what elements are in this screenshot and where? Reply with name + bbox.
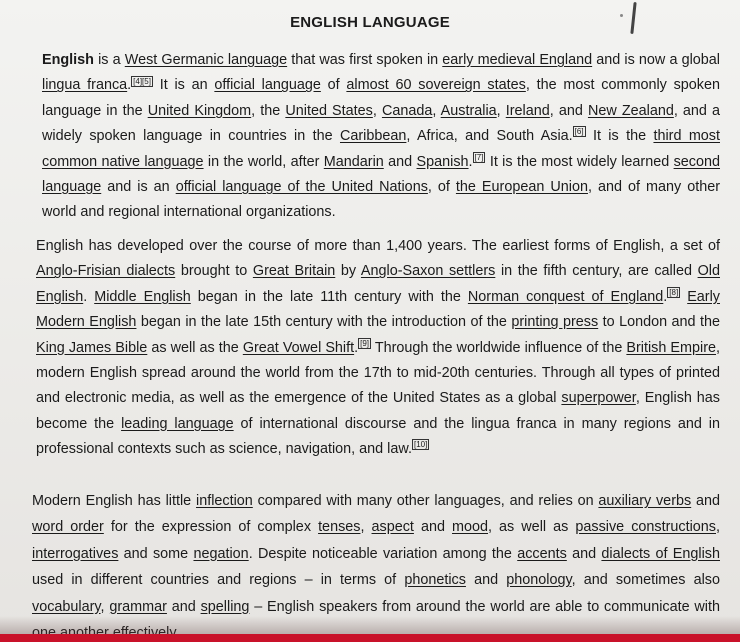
text-link[interactable]: early medieval England (442, 52, 593, 68)
text-run: compared with many other languages, and relies on (252, 493, 599, 509)
text-link[interactable]: almost 60 sovereign states (346, 77, 526, 94)
text-link[interactable]: second language (42, 153, 720, 196)
text-link[interactable]: Mandarin (323, 153, 384, 170)
text-run: Through the worldwide influence of the (371, 339, 627, 356)
text-run: , (716, 519, 720, 536)
text-link[interactable]: mood (452, 519, 489, 536)
text-link[interactable]: New Zealand (587, 102, 674, 119)
text-run: and some (118, 545, 194, 562)
citation-ref[interactable]: [10] (413, 440, 428, 450)
text-run: , (496, 102, 506, 119)
citation-ref[interactable]: [8] (669, 288, 679, 298)
text-run: , (372, 102, 382, 119)
text-run: , the (251, 102, 286, 119)
text-run: . (663, 288, 668, 305)
text-run: that was first spoken in (287, 52, 443, 68)
text-run: and (691, 493, 720, 509)
text-link[interactable]: the European Union (455, 179, 588, 196)
text-run: , and of many other world and regional international organizations. (42, 179, 721, 221)
text-run: , and (549, 102, 588, 119)
text-run: , Africa, and South Asia. (406, 128, 573, 145)
text-run: , as well as (488, 519, 576, 536)
text-run: began in the late 15th century with the introduction of the (136, 314, 512, 331)
text-link[interactable]: Canada (381, 102, 433, 119)
text-run: , modern English spread around the world from the 17th to mid-20th centuries. Through all types of printed and electronic media, as well as the emergence of the United States as a global (36, 339, 721, 407)
text-link[interactable]: lingua franca (42, 77, 128, 94)
text-link[interactable]: Anglo-Saxon settlers (360, 263, 496, 280)
text-link[interactable]: vocabulary (32, 598, 101, 615)
text-run: and (383, 153, 417, 170)
text-link[interactable]: official language of the United Nations (175, 179, 428, 196)
text-run: and (566, 545, 602, 562)
text-link[interactable]: phonetics (404, 572, 466, 589)
text-run: and (413, 519, 453, 536)
text-link[interactable]: negation (193, 545, 249, 562)
text-run: – English speakers from around the world are able to communicate with (254, 598, 721, 615)
text-link[interactable]: printing press (511, 314, 599, 331)
page-title: ENGLISH LANGUAGE (290, 14, 450, 31)
text-link[interactable]: word order (32, 519, 104, 536)
text-link[interactable]: phonology (506, 572, 572, 589)
text-run: in the world, after (203, 153, 324, 170)
citation-ref[interactable]: [7] (474, 152, 484, 162)
text-link[interactable]: accents (517, 545, 567, 562)
text-link[interactable]: aspect (371, 519, 414, 536)
text-run: is a (93, 52, 125, 68)
text-link[interactable]: Old English (36, 263, 720, 305)
text-run: of (320, 77, 347, 94)
text-link[interactable]: British Empire (626, 339, 717, 356)
text-run: It is the (585, 128, 654, 145)
text-link[interactable]: Norman conquest of England (467, 288, 664, 305)
text-run: . (468, 153, 473, 170)
text-run: and (166, 598, 201, 615)
text-run: , (100, 598, 110, 615)
paragraph-2 (36, 234, 720, 463)
text-link[interactable]: superpower (561, 390, 636, 407)
text-run: , of (427, 179, 456, 196)
text-link[interactable]: Australia (440, 102, 497, 119)
text-run: English has developed over the course of more than 1,400 years. The earliest forms of English, a set of (36, 238, 720, 254)
text-link[interactable]: Great Britain (252, 263, 336, 280)
text-run: of international discourse and the lingua franca in many regions and in professional contexts such as science, navigation, and law. (36, 415, 720, 458)
text-link[interactable]: Caribbean (339, 128, 407, 145)
text-run: , (360, 519, 372, 536)
text-link[interactable]: King James Bible (36, 339, 148, 356)
text-link[interactable]: United States (285, 102, 373, 119)
text-run: and is now a global (592, 52, 720, 68)
text-link[interactable]: Spanish (416, 153, 469, 170)
text-run: used in different countries and regions – in terms of (32, 572, 405, 589)
text-run: Modern English has little (32, 493, 196, 509)
text-run: by (335, 263, 361, 280)
text-run: in the fifth century, are called (495, 263, 698, 280)
text-run: , (432, 102, 441, 119)
citation-ref[interactable]: [9] (360, 338, 370, 348)
text-link[interactable]: spelling (200, 598, 250, 615)
text-link[interactable]: interrogatives (32, 545, 119, 562)
text-run: . (127, 77, 132, 94)
text-link[interactable]: West Germanic language (124, 52, 288, 68)
citation-ref[interactable]: [6] (574, 127, 584, 137)
text-run: began in the late 11th century with the (190, 288, 468, 305)
text-run: for the expression of complex (103, 519, 319, 536)
text-run: It is an (152, 77, 215, 94)
text-run: . (83, 288, 95, 305)
text-run: . Despite noticeable variation among the (248, 545, 518, 562)
text-run: , and a widely spoken language in countries in the (42, 102, 721, 145)
text-link[interactable]: grammar (109, 598, 167, 615)
bottom-edge (0, 634, 740, 642)
text-link[interactable]: third most common native language (42, 128, 720, 170)
paragraph-1 (42, 48, 720, 226)
text-link[interactable]: United Kingdom (147, 102, 252, 119)
text-run: , English has become the (36, 390, 720, 432)
text-link[interactable]: dialects of English (601, 545, 720, 562)
text-run: as well as the (147, 339, 243, 356)
bold-term: English (42, 52, 94, 68)
text-link[interactable]: Middle English (94, 288, 191, 305)
text-run: . (354, 339, 359, 356)
text-link[interactable]: Great Vowel Shift (242, 339, 355, 356)
citation-ref[interactable]: [4][5] (133, 76, 151, 86)
text-run: and (465, 572, 507, 589)
text-run: , and sometimes also (571, 572, 720, 589)
text-run: , the most commonly spoken language in the (42, 77, 720, 119)
text-link[interactable]: auxiliary verbs (598, 493, 692, 509)
text-run: to London and the (598, 314, 721, 331)
text-link[interactable]: tenses (318, 519, 361, 536)
text-link[interactable]: Ireland (505, 102, 550, 119)
text-link[interactable]: Early Modern English (36, 288, 720, 331)
text-link[interactable]: passive constructions (575, 519, 716, 536)
text-link[interactable]: official language (214, 77, 321, 94)
text-run: brought to (175, 263, 253, 280)
text-run: and is an (101, 179, 176, 196)
text-link[interactable]: Anglo-Frisian dialects (36, 263, 176, 280)
text-link[interactable]: leading language (121, 415, 234, 432)
text-link[interactable]: inflection (196, 493, 253, 509)
text-run: It is the most widely learned (485, 153, 674, 170)
